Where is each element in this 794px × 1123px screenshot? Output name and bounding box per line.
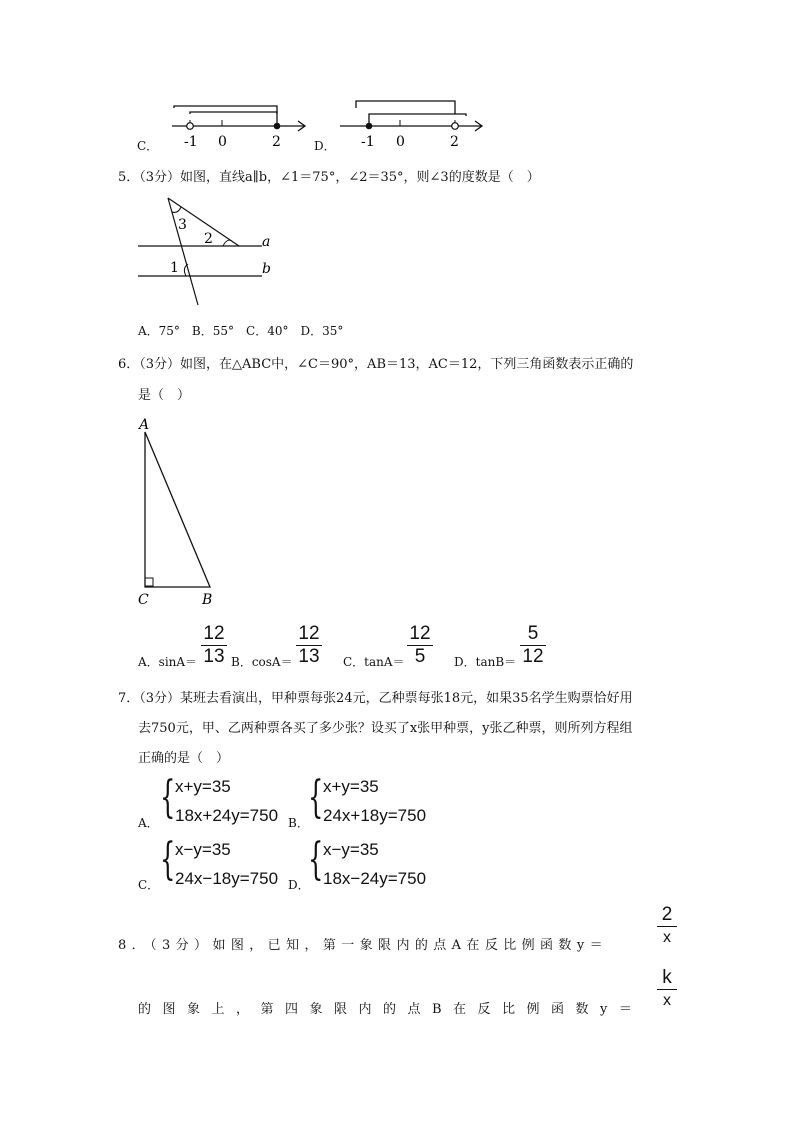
q4-number-line-d xyxy=(332,92,492,152)
q6-option-c-den: 5 xyxy=(414,646,426,667)
q7-option-a-eq2: 18x+24y=750 xyxy=(175,806,279,825)
q5-figure-parallel-lines xyxy=(135,192,285,314)
q8-fraction-k-over-x xyxy=(657,968,677,1011)
q8-line2: 的图象上，第四象限内的点B在反比例函数y＝ xyxy=(138,1002,644,1017)
q6-vertex-c: C xyxy=(138,592,149,608)
q5-line-b-label: b xyxy=(262,261,271,277)
q4-c-tick-2: 2 xyxy=(272,134,281,150)
q8-frac2-den: x xyxy=(663,992,671,1009)
q8-frac1-num: 2 xyxy=(661,904,673,925)
q8-frac1-den: x xyxy=(663,929,671,946)
q6-vertex-b: B xyxy=(202,592,213,608)
q6-stem-line2: 是（ ） xyxy=(138,388,191,403)
q6-option-c-fraction xyxy=(407,624,433,667)
q6-option-b-fraction xyxy=(296,624,322,667)
q6-option-b-num: 12 xyxy=(298,623,320,644)
q7-option-d-brace: { xyxy=(308,834,324,885)
q7-option-a-brace: { xyxy=(160,772,176,823)
q7-line1: 7．（3分）某班去看演出，甲种票每张24元，乙种票每张18元，如果35名学生购票恰好用 xyxy=(118,691,633,706)
q6-option-b-label: B．cosA＝ xyxy=(231,655,293,669)
q7-option-c-brace: { xyxy=(160,834,176,885)
q6-option-b-den: 13 xyxy=(298,646,320,667)
q8-frac2-num: k xyxy=(662,967,672,988)
q4-c-tick-neg1: -1 xyxy=(184,134,198,150)
q4-d-tick-neg1: -1 xyxy=(361,134,375,150)
q6-option-d-num: 5 xyxy=(527,623,539,644)
q7-option-a-eq1: x+y=35 xyxy=(175,777,231,796)
q6-option-a-num: 12 xyxy=(203,623,225,644)
q7-option-d-eq1: x−y=35 xyxy=(323,840,379,859)
q7-option-b-brace: { xyxy=(308,772,324,823)
q7-line2: 去750元，甲、乙两种票各买了多少张？设买了x张甲种票，y张乙种票，则所列方程组 xyxy=(138,721,633,736)
q4-d-tick-2: 2 xyxy=(450,134,459,150)
q5-line-a-label: a xyxy=(262,234,271,250)
q7-option-c-label: C． xyxy=(138,878,160,892)
q4-option-c-label: C． xyxy=(137,139,159,153)
q7-option-c-eq2: 24x−18y=750 xyxy=(175,869,279,888)
q5-angle-1-label: 1 xyxy=(170,260,179,276)
q6-option-c-label: C．tanA＝ xyxy=(343,655,405,669)
q5-angle-2-label: 2 xyxy=(204,231,213,247)
q7-option-d-eq2: 18x−24y=750 xyxy=(323,869,427,888)
q7-line3: 正确的是（ ） xyxy=(138,751,230,766)
q7-option-a-label: A． xyxy=(138,816,159,830)
q8-line1: 8．（3分）如图，已知，第一象限内的点A在反比例函数y＝ xyxy=(118,938,608,953)
q4-d-tick-0: 0 xyxy=(396,134,405,150)
q7-option-b-label: B． xyxy=(288,816,309,830)
q5-options: A．75° B．55° C．40° D．35° xyxy=(138,324,344,338)
q4-number-line-c xyxy=(150,98,310,153)
q8-fraction-2-over-x xyxy=(657,905,677,948)
q6-option-d-label: D．tanB＝ xyxy=(454,655,517,669)
q6-figure-right-triangle xyxy=(134,414,224,608)
q6-option-d-den: 12 xyxy=(522,646,544,667)
q7-option-c-eq1: x−y=35 xyxy=(175,840,231,859)
q6-option-a-den: 13 xyxy=(203,646,225,667)
q5-stem: 5．（3分）如图，直线a∥b，∠1＝75°，∠2＝35°，则∠3的度数是（ ） xyxy=(118,170,540,185)
q4-option-d-label: D． xyxy=(314,139,336,153)
q4-c-tick-0: 0 xyxy=(218,134,227,150)
q6-option-d-fraction xyxy=(520,624,546,667)
q7-option-b-eq1: x+y=35 xyxy=(323,777,379,796)
q5-angle-3-label: 3 xyxy=(178,217,187,233)
q6-option-a-fraction xyxy=(201,624,227,667)
q6-stem-line1: 6．（3分）如图，在△ABC中，∠C＝90°，AB＝13，AC＝12，下列三角函数表示正确的 xyxy=(118,357,634,372)
q6-vertex-a: A xyxy=(139,417,150,433)
q7-option-b-eq2: 24x+18y=750 xyxy=(323,806,427,825)
q7-option-d-label: D． xyxy=(288,878,310,892)
q6-option-c-num: 12 xyxy=(409,623,431,644)
q6-option-a-label: A．sinA＝ xyxy=(138,655,198,669)
